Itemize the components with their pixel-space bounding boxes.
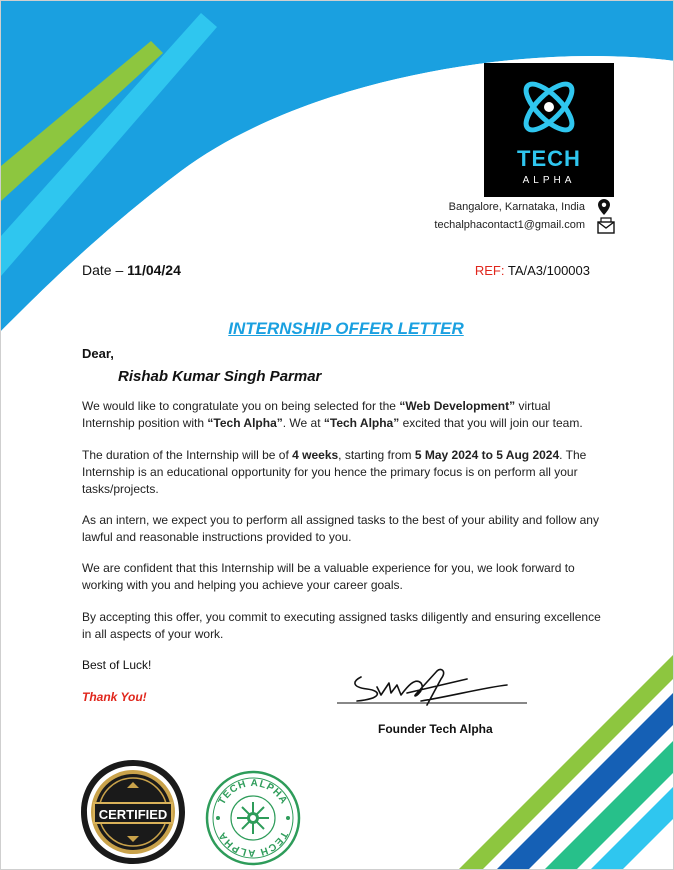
company-address: Bangalore, Karnataka, India (448, 201, 585, 213)
p1-text-3: . We at (282, 416, 324, 430)
envelope-icon (597, 216, 615, 234)
paragraph-expectations: As an intern, we expect you to perform all assigned tasks to the best of your ability and follow any lawful and reasonable instructions provided to you. (82, 513, 599, 544)
reference-number (475, 263, 590, 278)
badge-text: CERTIFIED (98, 807, 168, 822)
p1-company-2: “Tech Alpha” (323, 416, 400, 430)
logo-word-tech: TECH (517, 146, 581, 171)
letter-date (82, 262, 181, 278)
certified-badge-icon (78, 757, 188, 867)
p1-text-4: excited that you will join our team. (399, 416, 583, 430)
date-label: Date – (82, 262, 128, 278)
seal-top-text: TECH ALPHA (216, 777, 290, 807)
founder-signature (337, 657, 537, 727)
paragraph-confidence: We are confident that this Internship will be a valuable experience for you, we look forward to working with you and helping you achieve your career goals. (82, 561, 575, 592)
p2-text-2: , starting from (338, 448, 415, 462)
recipient-name: Rishab Kumar Singh Parmar (118, 368, 322, 385)
p1-company: “Tech Alpha” (207, 416, 283, 430)
ref-label: REF: (474, 263, 505, 278)
atom-logo-icon (484, 63, 614, 147)
location-pin-icon (598, 199, 610, 215)
p1-text-2: virtual Internship position with (82, 399, 551, 430)
closing-line: Best of Luck! (82, 658, 152, 672)
logo-word-alpha: ALPHA (522, 175, 576, 186)
thank-you: Thank You! (82, 690, 147, 704)
date-value: 11/04/24 (127, 262, 181, 278)
paragraph-acceptance: By accepting this offer, you commit to executing assigned tasks diligently and ensuring excellence in all aspects of your work. (82, 610, 601, 641)
ref-value: TA/A3/100003 (504, 263, 590, 278)
p2-text-1: The duration of the Internship will be of (82, 448, 293, 462)
p1-text-1: We would like to congratulate you on being selected for the (82, 399, 400, 413)
company-logo (484, 63, 614, 197)
paragraph-congratulations (82, 398, 602, 432)
p2-dates: 5 May 2024 to 5 Aug 2024 (414, 448, 560, 462)
salutation: Dear, (82, 346, 114, 361)
seal-bottom-text: TECH ALPHA (216, 829, 290, 859)
signatory-title: Founder Tech Alpha (378, 722, 493, 736)
company-seal-icon (204, 769, 302, 867)
paragraph-duration (82, 447, 602, 498)
letter-title: INTERNSHIP OFFER LETTER (228, 319, 464, 338)
p2-weeks: 4 weeks (292, 448, 339, 462)
company-email[interactable]: techalphacontact1@gmail.com (434, 219, 585, 231)
p1-position: “Web Development” (399, 399, 516, 413)
p2-text-3: . The Internship is an educational opportunity for you hence the primary focus is on perform all your tasks/projects. (82, 448, 587, 496)
